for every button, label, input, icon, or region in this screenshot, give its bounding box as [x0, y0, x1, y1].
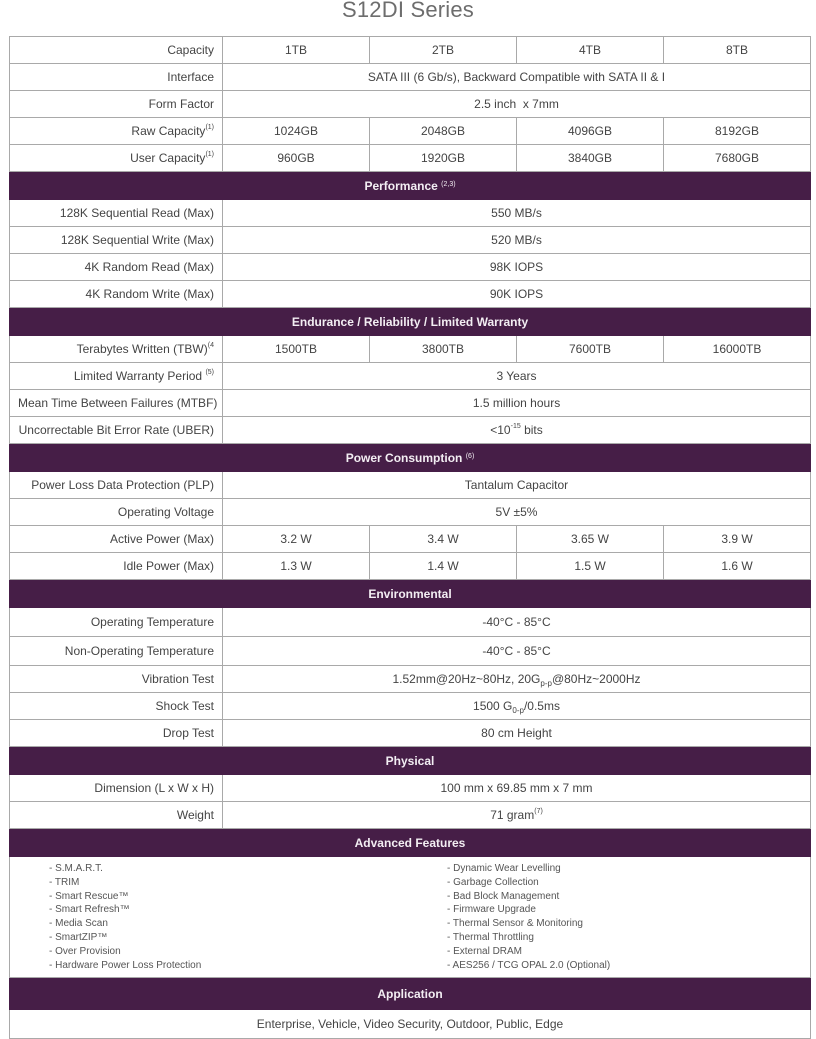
features-list-left [10, 862, 410, 972]
section-header-features [10, 829, 811, 857]
section-header-endurance [10, 308, 811, 336]
warranty-row [10, 363, 811, 390]
section-title: Endurance / Reliability / Limited Warranty [10, 308, 811, 336]
section-header-power [10, 444, 811, 472]
row-label: 128K Sequential Read (Max) [10, 200, 223, 227]
weight-value: 71 gram$^{(7)}$ [223, 802, 811, 829]
tbw-value: 1500TB [223, 336, 370, 363]
row-label: Form Factor [10, 91, 223, 118]
application-value: Enterprise, Vehicle, Video Security, Outdoor, Public, Edge [10, 1010, 811, 1039]
footnote-ref: (5) [205, 369, 214, 376]
shock-row [10, 693, 811, 720]
capacity-4tb: 4TB [517, 37, 664, 64]
section-header-application [10, 978, 811, 1010]
voltage-value: 5V ±5% [223, 499, 811, 526]
feature-item: - TRIM [49, 876, 80, 888]
idle-power-row [10, 553, 811, 580]
plp-row [10, 472, 811, 499]
idle-power-value: 1.6 W [664, 553, 811, 580]
footnote-ref: (4 [207, 342, 214, 349]
tbw-row [10, 336, 811, 363]
vibration-value: 1.52mm@20Hz~80Hz, $20G_{p-p}@80Hz\sim 2000Hz$ [223, 666, 811, 693]
row-label: 4K Random Read (Max) [10, 254, 223, 281]
seq-read-row [10, 200, 811, 227]
feature-item: - Hardware Power Loss Protection [49, 959, 202, 971]
capacity-2tb: 2TB [370, 37, 517, 64]
uber-row [10, 417, 811, 444]
weight-row [10, 802, 811, 829]
row-label: Weight [10, 802, 223, 829]
op-temp-value: -40°C - 85°C [223, 608, 811, 637]
interface-row [10, 64, 811, 91]
drop-row [10, 720, 811, 747]
voltage-row [10, 499, 811, 526]
row-label: Operating Temperature [10, 608, 223, 637]
rand-read-row [10, 254, 811, 281]
row-label: Drop Test [10, 720, 223, 747]
feature-item: - Dynamic Wear Levelling [447, 863, 561, 874]
raw-capacity-value: 1024GB [223, 118, 370, 145]
feature-item: - SmartZIP™ [49, 931, 108, 943]
footnote-ref: (1) [205, 151, 214, 158]
row-label: 4K Random Write (Max) [10, 281, 223, 308]
footnote-ref: (7) [534, 808, 543, 815]
raw-capacity-value: 2048GB [370, 118, 517, 145]
features-row [10, 857, 811, 978]
seq-write-value: 520 MB/s [223, 227, 811, 254]
section-title: Physical [10, 747, 811, 775]
section-title: Performance $^{(2,3)}$ [10, 172, 811, 200]
row-label: Limited Warranty Period $^{(5)}$ [10, 363, 223, 390]
feature-item: - Smart Refresh™ [49, 904, 130, 916]
capacity-8tb: 8TB [664, 37, 811, 64]
shock-value: 1500 $G_{0-p}/0.5ms$ [223, 693, 811, 720]
rand-write-value: 90K IOPS [223, 281, 811, 308]
user-capacity-row [10, 145, 811, 172]
section-title: Application [10, 978, 811, 1010]
interface-value: SATA III (6 Gb/s), Backward Compatible with SATA II & I [223, 64, 811, 91]
nonop-temp-value: -40°C - 85°C [223, 637, 811, 666]
user-capacity-value: 1920GB [370, 145, 517, 172]
feature-item: - Smart Rescue™ [49, 890, 129, 902]
features-list-right [410, 862, 800, 972]
form-factor-value: 2.5 inch x 7mm [223, 91, 811, 118]
row-label: Shock Test [10, 693, 223, 720]
section-header-environmental [10, 580, 811, 608]
active-power-value: 3.2 W [223, 526, 370, 553]
user-capacity-value: 3840GB [517, 145, 664, 172]
row-label: Non-Operating Temperature [10, 637, 223, 666]
vibration-row [10, 666, 811, 693]
features-cell [10, 857, 811, 978]
row-label: Interface [10, 64, 223, 91]
mtbf-value: 1.5 million hours [223, 390, 811, 417]
warranty-value: 3 Years [223, 363, 811, 390]
section-title: Environmental [10, 580, 811, 608]
feature-item: - AES256 / TCG OPAL 2.0 (Optional) [447, 959, 611, 971]
form-factor-row [10, 91, 811, 118]
row-label: Operating Voltage [10, 499, 223, 526]
row-label: Terabytes Written (TBW)$^{(4}$ [10, 336, 223, 363]
row-label: Vibration Test [10, 666, 223, 693]
dimension-value: 100 mm x 69.85 mm x 7 mm [223, 775, 811, 802]
row-label: Power Loss Data Protection (PLP) [10, 472, 223, 499]
tbw-value: 7600TB [517, 336, 664, 363]
row-label: Idle Power (Max) [10, 553, 223, 580]
row-label: 128K Sequential Write (Max) [10, 227, 223, 254]
capacity-1tb: 1TB [223, 37, 370, 64]
section-title: Power Consumption $^{(6)}$ [10, 444, 811, 472]
rand-write-row [10, 281, 811, 308]
dimension-row [10, 775, 811, 802]
footnote-ref: (2,3) [441, 180, 456, 188]
feature-item: - Thermal Sensor & Monitoring [447, 918, 583, 930]
row-label: User Capacity$^{(1)}$ [10, 145, 223, 172]
row-label: Active Power (Max) [10, 526, 223, 553]
footnote-ref: (6) [465, 452, 475, 460]
plp-value: Tantalum Capacitor [223, 472, 811, 499]
page-title: S12DI Series [341, 0, 474, 22]
application-row [10, 1010, 811, 1039]
row-label: Dimension (L x W x H) [10, 775, 223, 802]
row-label: Uncorrectable Bit Error Rate (UBER) [10, 417, 223, 444]
feature-item: - Garbage Collection [447, 876, 539, 888]
user-capacity-value: 960GB [223, 145, 370, 172]
raw-capacity-value: 4096GB [517, 118, 664, 145]
feature-item: - Bad Block Management [447, 890, 560, 902]
section-header-physical [10, 747, 811, 775]
section-header-performance [10, 172, 811, 200]
active-power-value: 3.65 W [517, 526, 664, 553]
raw-capacity-row [10, 118, 811, 145]
raw-capacity-value: 8192GB [664, 118, 811, 145]
feature-item: - Over Provision [49, 945, 121, 957]
active-power-value: 3.9 W [664, 526, 811, 553]
section-title: Advanced Features [10, 829, 811, 857]
nonop-temp-row [10, 637, 811, 666]
feature-item: - External DRAM [447, 945, 523, 957]
feature-item: - Thermal Throttling [447, 931, 534, 943]
row-label: Mean Time Between Failures (MTBF) [10, 390, 223, 417]
idle-power-value: 1.4 W [370, 553, 517, 580]
row-label: Raw Capacity$^{(1)}$ [10, 118, 223, 145]
capacity-row [10, 37, 811, 64]
mtbf-row [10, 390, 811, 417]
seq-read-value: 550 MB/s [223, 200, 811, 227]
seq-write-row [10, 227, 811, 254]
feature-item: - Firmware Upgrade [447, 904, 536, 916]
idle-power-value: 1.3 W [223, 553, 370, 580]
active-power-row [10, 526, 811, 553]
rand-read-value: 98K IOPS [223, 254, 811, 281]
feature-item: - Media Scan [49, 918, 108, 930]
row-label: Capacity [10, 37, 223, 64]
active-power-value: 3.4 W [370, 526, 517, 553]
idle-power-value: 1.5 W [517, 553, 664, 580]
spec-table [9, 36, 811, 1039]
tbw-value: 16000TB [664, 336, 811, 363]
tbw-value: 3800TB [370, 336, 517, 363]
user-capacity-value: 7680GB [664, 145, 811, 172]
feature-item: - S.M.A.R.T. [49, 863, 103, 874]
footnote-ref: (1) [205, 124, 214, 131]
op-temp-row [10, 608, 811, 637]
uber-value: $<10^{-15}$ bits [223, 417, 811, 444]
drop-value: 80 cm Height [223, 720, 811, 747]
